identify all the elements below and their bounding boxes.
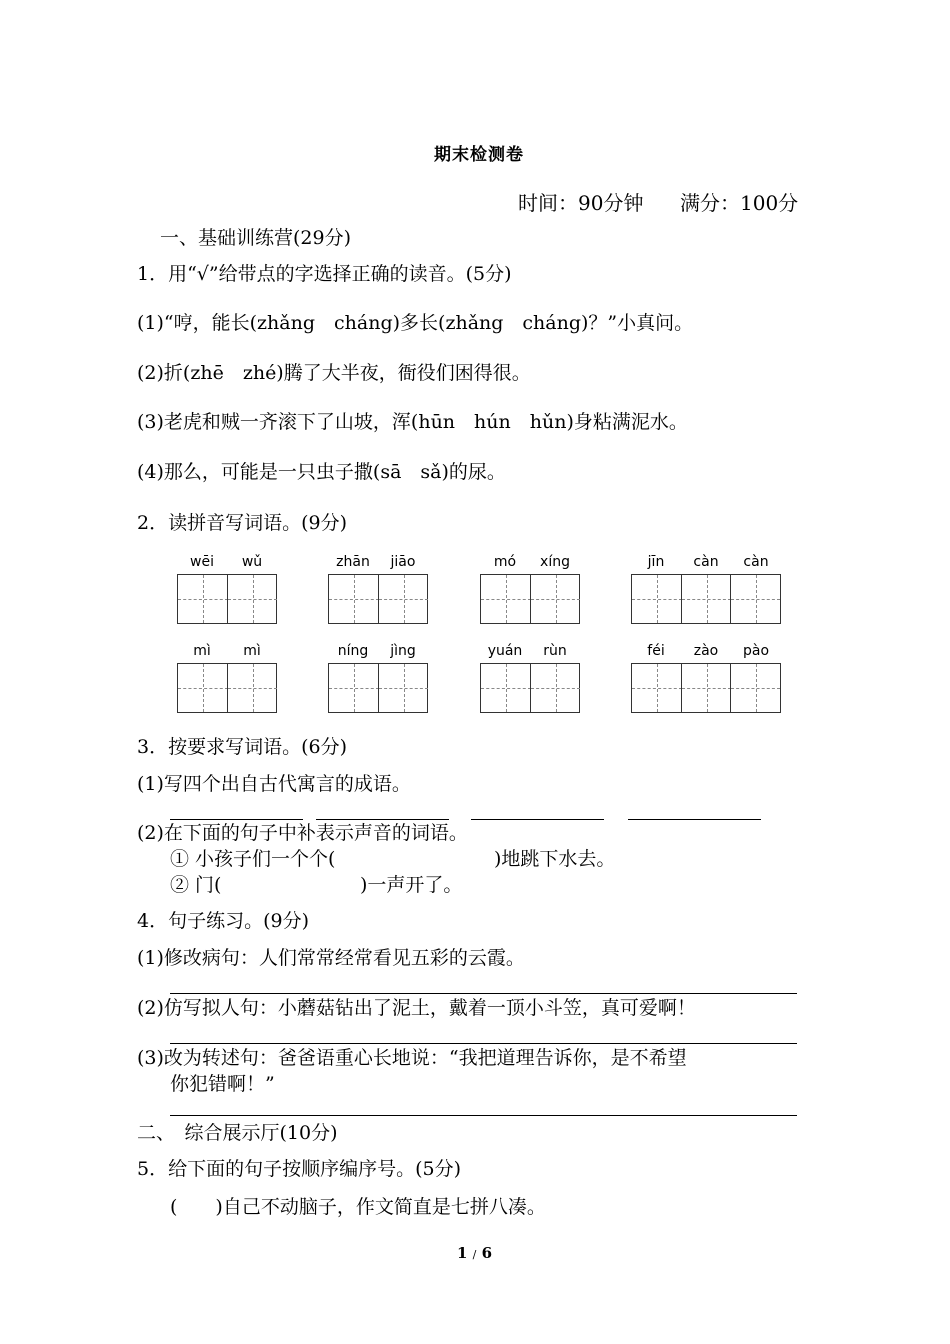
pinyin-label: rùn (543, 643, 567, 659)
pinyin-label: féi (647, 643, 665, 659)
writing-grid[interactable] (631, 574, 781, 624)
pinyin-label: wēi (190, 554, 214, 570)
answer-line[interactable] (170, 819, 303, 820)
section-2-heading: 二、 综合展示厅(10分) (137, 1122, 338, 1144)
q3-part-2: (2)在下面的句子中补表示声音的词语。 (137, 822, 468, 844)
pinyin-label: jiāo (390, 554, 416, 570)
pinyin-label: pào (742, 643, 770, 659)
answer-line[interactable] (170, 1115, 797, 1116)
pinyin-label: xíng (540, 554, 570, 570)
writing-grid[interactable] (631, 663, 781, 713)
q5-item-1: ( )自己不动脑子，作文简直是七拼八凑。 (170, 1196, 546, 1218)
q1-item-4: (4)那么，可能是一只虫子撒(sā sǎ)的尿。 (137, 461, 506, 483)
page-title: 期末检测卷 (434, 145, 524, 165)
q1-heading: 1．用“√”给带点的字选择正确的读音。(5分) (137, 263, 512, 285)
pinyin-label: wǔ (241, 554, 263, 570)
q3-part-1: (1)写四个出自古代寓言的成语。 (137, 773, 411, 795)
q3-sentence-1-end: )地跳下水去。 (494, 848, 616, 870)
q3-heading: 3．按要求写词语。(6分) (137, 736, 348, 758)
section-1-heading: 一、基础训练营(29分) (160, 227, 352, 249)
writing-grid[interactable] (177, 663, 277, 713)
q3-sentence-2-start: ② 门( (170, 874, 222, 896)
answer-line[interactable] (170, 1043, 797, 1044)
writing-grid[interactable] (328, 663, 428, 713)
pinyin-label: níng (337, 643, 369, 659)
full-score: 满分：100分 (680, 191, 799, 215)
pinyin-label: mó (493, 554, 517, 570)
pinyin-label: yuán (487, 643, 523, 659)
q4-part-3-cont: 你犯错啊！” (170, 1073, 275, 1095)
page-number: 1 / 6 (457, 1244, 493, 1262)
time-limit: 时间：90分钟 (518, 191, 644, 215)
answer-line[interactable] (170, 993, 797, 994)
pinyin-label: mì (193, 643, 211, 659)
q3-sentence-2-end: )一声开了。 (360, 874, 463, 896)
current-page: 1 (457, 1244, 468, 1262)
q3-sentence-1-start: ① 小孩子们一个个( (170, 848, 336, 870)
pinyin-label: zhān (336, 554, 370, 570)
pinyin-label: jìng (390, 643, 416, 659)
pinyin-label: zào (693, 643, 719, 659)
pinyin-label: mì (243, 643, 261, 659)
q4-heading: 4．句子练习。(9分) (137, 910, 310, 932)
answer-line[interactable] (628, 819, 761, 820)
writing-grid[interactable] (328, 574, 428, 624)
pinyin-label: càn (693, 554, 719, 570)
answer-line[interactable] (471, 819, 604, 820)
pinyin-label: càn (743, 554, 769, 570)
q2-heading: 2．读拼音写词语。(9分) (137, 512, 348, 534)
answer-line[interactable] (316, 819, 449, 820)
total-pages: 6 (481, 1244, 493, 1262)
q4-part-3: (3)改为转述句：爸爸语重心长地说：“我把道理告诉你，是不希望 (137, 1047, 687, 1069)
writing-grid[interactable] (480, 574, 580, 624)
writing-grid[interactable] (480, 663, 580, 713)
q1-item-3: (3)老虎和贼一齐滚下了山坡，浑(hūn hún hǔn)身粘满泥水。 (137, 411, 688, 433)
q1-item-2: (2)折(zhē zhé)腾了大半夜，衙役们困得很。 (137, 362, 531, 384)
q4-part-2: (2)仿写拟人句：小蘑菇钻出了泥土，戴着一顶小斗笠，真可爱啊！ (137, 997, 696, 1019)
pinyin-label: jīn (647, 554, 665, 570)
writing-grid[interactable] (177, 574, 277, 624)
q4-part-1: (1)修改病句：人们常常经常看见五彩的云霞。 (137, 947, 525, 969)
q1-item-1: (1)“哼，能长(zhǎng cháng)多长(zhǎng cháng)？”小真问。 (137, 312, 694, 334)
q5-heading: 5．给下面的句子按顺序编序号。(5分) (137, 1158, 462, 1180)
